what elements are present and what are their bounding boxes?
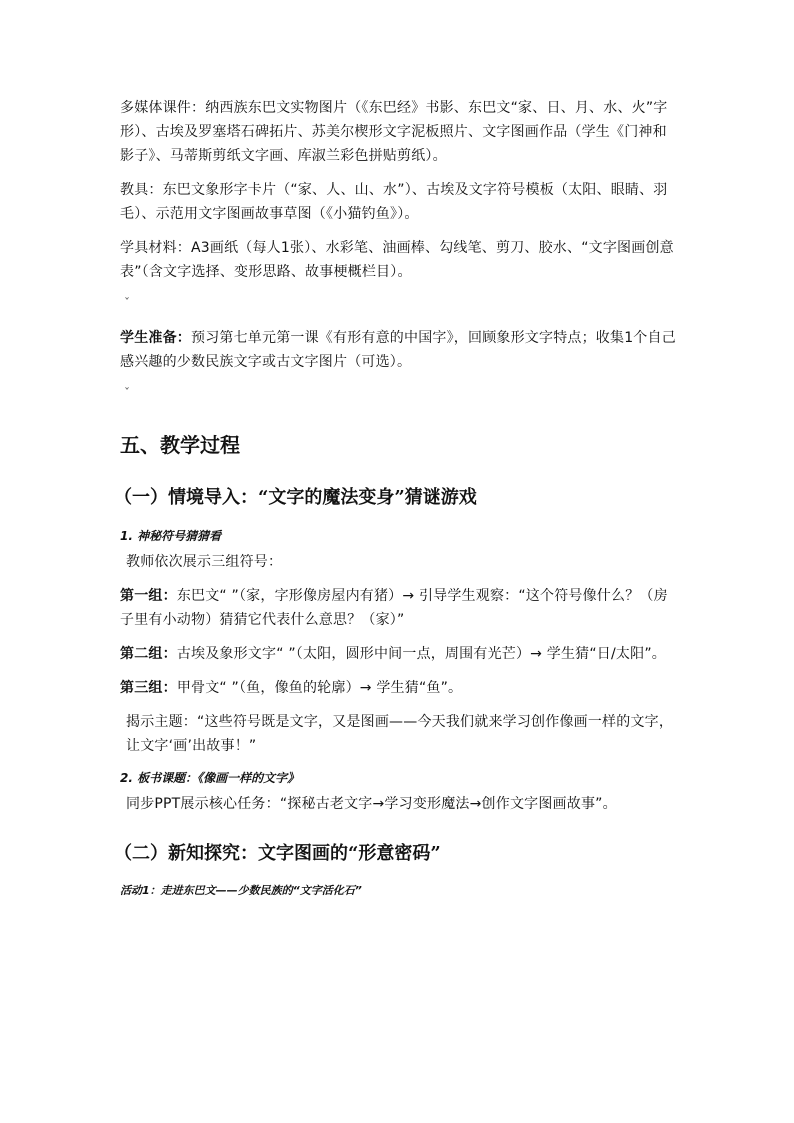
- student-preparation: [120, 326, 680, 374]
- section-heading-teaching-process: 五、教学过程: [120, 433, 240, 457]
- group-one-text: 东巴文“ ”（家，字形像房屋内有猪）→ 引导学生观察：“这个符号像什么？（房子里有小动物）猜猜它代表什么意思？（家）”: [120, 588, 668, 628]
- step-heading-board-title: 2. 板书课题：《像画一样的文字》: [120, 771, 300, 785]
- step-heading-guess-symbols: 1. 神秘符号猜猜看: [120, 529, 222, 543]
- student-prep-lead: 学生准备：: [120, 330, 191, 346]
- activity-one-heading: 活动1：走进东巴文——少数民族的“文字活化石”: [120, 884, 362, 897]
- paragraph-mark: ˇ: [124, 296, 130, 310]
- group-two: [120, 642, 680, 666]
- reveal-theme: 揭示主题：“这些符号既是文字，又是图画——今天我们就来学习创作像画一样的文字，让文字‘画’出故事！”: [126, 714, 674, 754]
- paragraph-mark: ˇ: [124, 386, 130, 400]
- group-one: [120, 584, 680, 632]
- subsection-heading-explore: （二）新知探究：文字图画的“形意密码”: [114, 843, 441, 864]
- group-one-lead: 第一组：: [120, 588, 177, 604]
- multimedia-materials: 多媒体课件：纳西族东巴文实物图片（《东巴经》书影、东巴文“家、日、月、水、火”字形）、古埃及罗塞塔石碑拓片、苏美尔楔形文字泥板照片、文字图画作品（学生《门神和影子》、马蒂斯剪纸文字画、库淑兰彩色拼贴剪纸）。: [120, 100, 668, 164]
- subsection-heading-intro: （一）情境导入：“文字的魔法变身”猜谜游戏: [114, 487, 477, 508]
- teacher-tools: 教具：东巴文象形字卡片（“家、人、山、水”）、古埃及文字符号模板（太阳、眼睛、羽毛）、示范用文字图画故事草图（《小猫钓鱼》）。: [120, 182, 668, 222]
- group-three-text: 甲骨文“ ”（鱼，像鱼的轮廓）→ 学生猜“鱼”。: [176, 680, 463, 696]
- group-three-lead: 第三组：: [120, 680, 177, 696]
- ppt-core-task: 同步PPT展示核心任务：“探秘古老文字→学习变形魔法→创作文字图画故事”。: [126, 796, 617, 812]
- document-page: [114, 96, 680, 900]
- student-prep-text: 预习第七单元第一课《有形有意的中国字》，回顾象形文字特点；收集1个自己感兴趣的少数民族文字或古文字图片（可选）。: [120, 330, 676, 370]
- group-two-lead: 第二组：: [120, 646, 177, 662]
- student-materials: 学具材料：A3画纸（每人1张）、水彩笔、油画棒、勾线笔、剪刀、胶水、“文字图画创意表”（含文字选择、变形思路、故事梗概栏目）。: [120, 240, 674, 280]
- group-three: [120, 676, 680, 700]
- group-two-text: 古埃及象形文字“ ”（太阳，圆形中间一点，周围有光芒）→ 学生猜“日/太阳”。: [176, 646, 666, 662]
- teacher-intro: 教师依次展示三组符号：: [126, 554, 283, 570]
